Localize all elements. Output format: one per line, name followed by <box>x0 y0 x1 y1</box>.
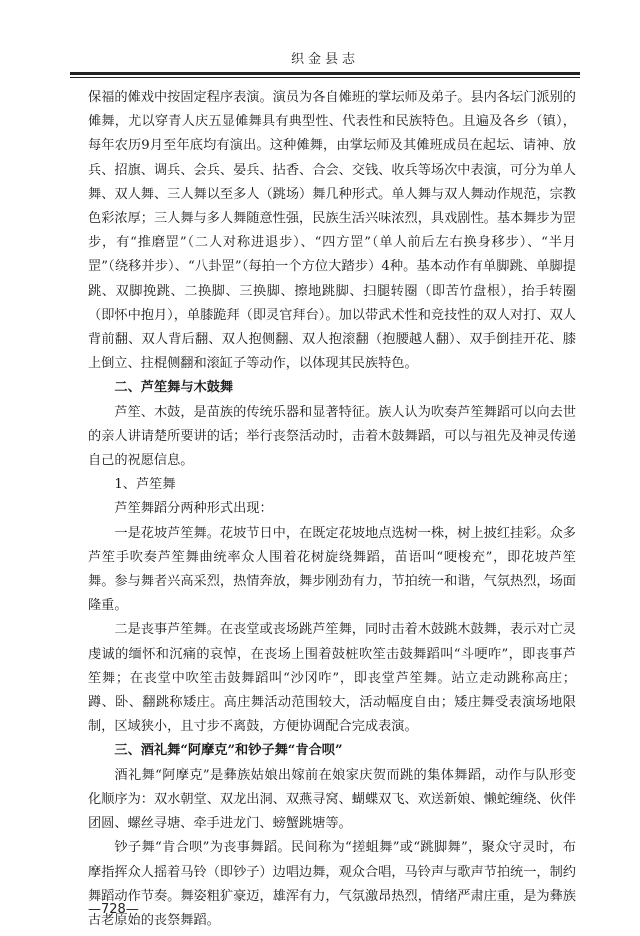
page-number: —728— <box>88 902 139 917</box>
paragraph-nuo-dance-continued: 保福的傩戏中按固定程序表演。演员为各自傩班的掌坛师及弟子。县内各坛门派别的傩舞，尤以穿青人庆五显傩舞具有典型性、代表性和民族特色。且遍及各乡（镇），每年农历9月至年底均有演出。这种傩舞，由掌坛师及其傩班成员在起坛、请神、放兵、招旗、调兵、会兵、晏兵、拈香、合会、交钱、收兵等场次中表演，可分为单人舞、双人舞、三人舞以至多人（跳场）舞几种形式。单人舞与双人舞动作规范，宗教色彩浓厚；三人舞与多人舞随意性强，民族生活兴味浓烈，具戏剧性。基本舞步为罡步，有“推磨罡”（二人对称进退步）、“四方罡”（单人前后左右换身移步）、“半月罡”（绕移并步）、“八卦罡”（每拍一个方位大踏步）4种。基本动作有单脚跳、单脚提跳、双脚挽跳、二换脚、三换脚、擦地跳脚、扫腿转圈（即苦竹盘根），抬手转圈（即怀中抱月），单膝跪拜（即灵官拜台）。加以带武术性和竞技性的双人对打、双人背前翻、双人背后翻、双人抱侧翻、双人抱滚翻（抱腰越人翻）、双手倒挂开花、膝上倒立、拄棍侧翻和滚缸子等动作，以体现其民族特色。 <box>88 90 576 372</box>
paragraph-lusheng-forms: 芦笙舞蹈分两种形式出现： <box>114 501 273 517</box>
subheading-lusheng-dance: 1、芦笙舞 <box>114 477 176 493</box>
header-rule-thick <box>70 72 580 75</box>
paragraph-lusheng-mugu-intro: 芦笙、木鼓，是苗族的传统乐器和显著特征。族人认为吹奏芦笙舞蹈可以向去世的亲人讲请楚所要讲的话；举行丧祭活动时，击着木鼓舞蹈，可以与祖先及神灵传递自己的祝愿信息。 <box>88 404 576 469</box>
section-heading-lusheng-mugu: 二、芦笙舞与木鼓舞 <box>114 380 234 396</box>
paragraph-funeral-lusheng: 二是丧事芦笙舞。在丧堂或丧场跳芦笙舞，同时击着木鼓跳木鼓舞，表示对亡灵虔诚的缅怀和沉痛的哀悼，在丧场上围着鼓桩吹笙击鼓舞蹈叫“斗哽咋”，即丧事芦笙舞；在丧堂中吹笙击鼓舞蹈叫“沙冈咋”，即丧堂芦笙舞。站立走动跳称高庄；蹲、卧、翻跳称矮庄。高庄舞活动范围较大，活动幅度自由；矮庄舞受表演场地限制，区域狭小，且寸步不离鼓，方便协调配合完成表演。 <box>88 622 576 735</box>
body-text <box>88 86 576 933</box>
paragraph-amoke: 酒礼舞“阿摩克”是彝族姑娘出嫁前在娘家庆贺而跳的集体舞蹈，动作与队形变化顺序为：双水朝堂、双龙出洞、双燕寻窝、蝴蝶双飞、欢送新娘、懒蛇缠绕、伙伴团圆、螺丝寻塘、牵手进龙门、螃蟹跳塘等。 <box>88 767 576 832</box>
running-title: 织金县志 <box>290 52 359 67</box>
paragraph-huapo-lusheng: 一是花坡芦笙舞。花坡节日中，在既定花坡地点选树一株，树上披红挂彩。众多芦笙手吹奏芦笙舞曲统率众人围着花树旋绕舞蹈，苗语叫“哽梭充”，即花坡芦笙舞。参与舞者兴高采烈，热情奔放，舞步刚劲有力，节拍统一和谐，气氛热烈，场面隆重。 <box>88 525 576 614</box>
paragraph-kenhebei: 钞子舞“肯合呗”为丧事舞蹈。民间称为“搓蛆舞”或“跳脚舞”，聚众守灵时，布摩指挥众人摇着马铃（即钞子）边唱边舞，观众合唱，马铃声与歌声节拍统一，制约舞蹈动作节奏。舞姿粗犷豪迈，雄浑有力，气氛激昂热烈，情绪严肃庄重，是为彝族古老原始的丧祭舞蹈。 <box>88 840 576 928</box>
page-header <box>70 38 580 78</box>
header-rule-thin <box>70 77 580 78</box>
section-heading-amoke-kenhebei: 三、酒礼舞“阿摩克”和钞子舞“肯合呗” <box>114 743 343 759</box>
